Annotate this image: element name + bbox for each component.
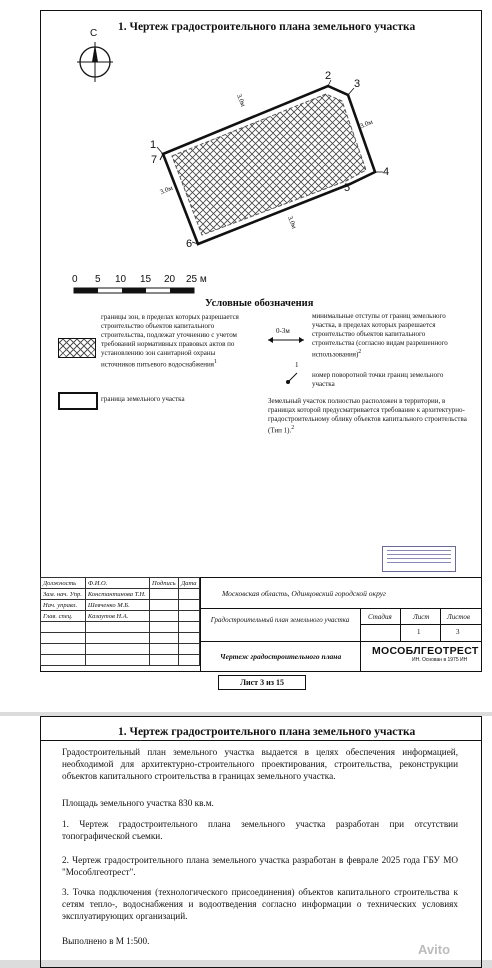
legend-hatch-desc: границы зон, в пределах которых разрешается строительство объектов капитального строительства, подлежат уточнению с учетом требований нормативных правовых актов по установлению зон санитарной охраны источников питьевого водоснабжения xyxy=(101,313,239,369)
sheets-header: Листов xyxy=(447,613,470,621)
note-sup: 2 xyxy=(291,425,295,431)
avito-watermark: Avito xyxy=(418,942,451,957)
scale-tick-15: 15 xyxy=(140,274,152,285)
paragraph-note-1: 1. Чертеж градостроительного плана земельного участка разработан при отсутствии топографической съемки. xyxy=(62,819,458,841)
legend-setback-label: 0-3м xyxy=(276,327,290,335)
page-label-box xyxy=(218,675,306,690)
table-row xyxy=(41,622,200,633)
col-date: Дата xyxy=(179,578,200,589)
row-signature xyxy=(150,589,179,600)
title-underline xyxy=(40,740,482,741)
signatures-table xyxy=(40,577,200,666)
legend-setback-sup: 2 xyxy=(358,349,362,355)
scale-tick-10: 10 xyxy=(115,274,127,285)
legend-hatch-swatch xyxy=(58,338,96,358)
note-text xyxy=(268,397,468,435)
legend-hatch-text xyxy=(101,313,246,369)
row-name: Казаутов Н.А. xyxy=(85,611,149,622)
row-position: Зам. нач. Упр. xyxy=(41,589,86,600)
stage-header: Стадия xyxy=(368,613,392,621)
title-block-hline-2 xyxy=(200,641,482,642)
row-signature xyxy=(150,611,179,622)
row-date xyxy=(179,600,200,611)
point-label-4: 4 xyxy=(383,166,390,178)
setback-arrow-icon xyxy=(266,335,306,345)
legend-border-swatch xyxy=(58,392,98,410)
title-block-vline-2 xyxy=(400,608,401,641)
text-sheet xyxy=(0,716,492,960)
paragraph-scale: Выполнено в М 1:500. xyxy=(62,936,150,946)
col-signature: Подпись xyxy=(150,578,179,589)
setback-label-bottom: 3.0м xyxy=(285,214,299,230)
title-block-vline-3 xyxy=(440,608,441,641)
doc-name: Градостроительный план земельного участка xyxy=(210,616,350,624)
row-signature xyxy=(150,600,179,611)
table-row xyxy=(41,655,200,666)
row-name: Шевченко М.Б. xyxy=(85,600,149,611)
scale-tick-5: 5 xyxy=(95,274,101,285)
row-date xyxy=(179,589,200,600)
table-row xyxy=(41,633,200,644)
scale-tick-25: 25 м xyxy=(186,274,207,285)
point-label-3: 3 xyxy=(354,78,361,90)
note-desc: Земельный участок полностью расположен в территории, в границах которой предусматривается требование к архитектурно-градостроительному облику объектов капитального строительства (Тип 1). xyxy=(268,397,467,435)
row-position: Нач. управл. xyxy=(41,600,86,611)
table-row xyxy=(41,600,200,611)
scale-bar xyxy=(72,274,212,298)
legend-hatch-sup: 1 xyxy=(214,359,217,365)
table-row xyxy=(41,644,200,655)
org-logo xyxy=(372,645,479,663)
scale-tick-20: 20 xyxy=(164,274,176,285)
point-label-7: 7 xyxy=(151,154,158,166)
legend-setback-desc: минимальные отступы от границ земельного участка, в пределах которых разрешается строительство объектов капитального строительства (согласно видам разрешенного использования) xyxy=(312,312,448,359)
signatures-header-row xyxy=(41,578,200,589)
legend-point-text: номер поворотной точки границ земельного участка xyxy=(312,371,444,388)
col-name: Ф.И.О. xyxy=(85,578,149,589)
title-block-divider xyxy=(200,577,201,671)
paragraph-note-3: 3. Точка подключения (технологического присоединения) объектов капитального строительства к сетям тепло-, водоснабжения и водоотведения согласно информации о технических условиях эксплуатирующих организаций. xyxy=(62,887,458,921)
row-position: Глав. спец. xyxy=(41,611,86,622)
org-name: МОСОБЛГЕОТРЕСТ xyxy=(372,645,479,657)
point-label-6: 6 xyxy=(186,238,193,250)
sheet2-title: 1. Чертеж градостроительного плана земельного участка xyxy=(118,726,416,738)
title-block-vline xyxy=(360,608,361,671)
point-label-5: 5 xyxy=(344,182,351,194)
paragraph-note-2: 2. Чертеж градостроительного плана земельного участка разработан в феврале 2025 года ГБУ МО "Мособлгеотрест". xyxy=(62,855,458,877)
drawing-name: Чертеж градостроительного плана xyxy=(220,652,342,661)
setback-label-right: 3.0м xyxy=(358,117,375,131)
sheet-header: Лист xyxy=(413,613,430,621)
sheets-total: 3 xyxy=(456,628,460,636)
scale-tick-0: 0 xyxy=(72,274,78,285)
legend-title: Условные обозначения xyxy=(205,298,314,309)
sheet-number: 1 xyxy=(417,628,421,636)
paragraph-area: Площадь земельного участка 830 кв.м. xyxy=(62,798,214,808)
row-name: Константинова Т.Н. xyxy=(85,589,149,600)
legend-point-label: 1 xyxy=(295,361,299,369)
legend-setback-text xyxy=(312,312,467,359)
page-label: Лист 3 из 15 xyxy=(240,678,284,687)
land-plot-drawing xyxy=(0,0,492,300)
row-date xyxy=(179,611,200,622)
setback-label-left: 3.0м xyxy=(158,183,175,197)
point-label-2: 2 xyxy=(325,70,332,82)
org-subtitle: ИН. Основан в 1975 ИН xyxy=(412,657,468,663)
paragraph-purpose: Градостроительный план земельного участка выдается в целях обеспечения информацией, необходимой для архитектурно-строительного проектирования, строительства, реконструкции объектов капитального строительства в границах земельного участка. xyxy=(62,747,458,781)
legend-border-text: граница земельного участка xyxy=(101,395,185,403)
compass-north-label: С xyxy=(90,28,98,39)
point-label-1: 1 xyxy=(150,139,157,151)
electronic-signature-stamp xyxy=(382,546,456,572)
region-text: Московская область, Одинцовский городской округ xyxy=(222,589,386,598)
setback-label-top: 3.0м xyxy=(234,92,248,108)
col-position: Должность xyxy=(41,578,86,589)
title-block-hline-3 xyxy=(360,624,482,625)
table-row xyxy=(41,589,200,600)
table-row xyxy=(41,611,200,622)
sheet-title: 1. Чертеж градостроительного плана земельного участка xyxy=(118,21,416,33)
